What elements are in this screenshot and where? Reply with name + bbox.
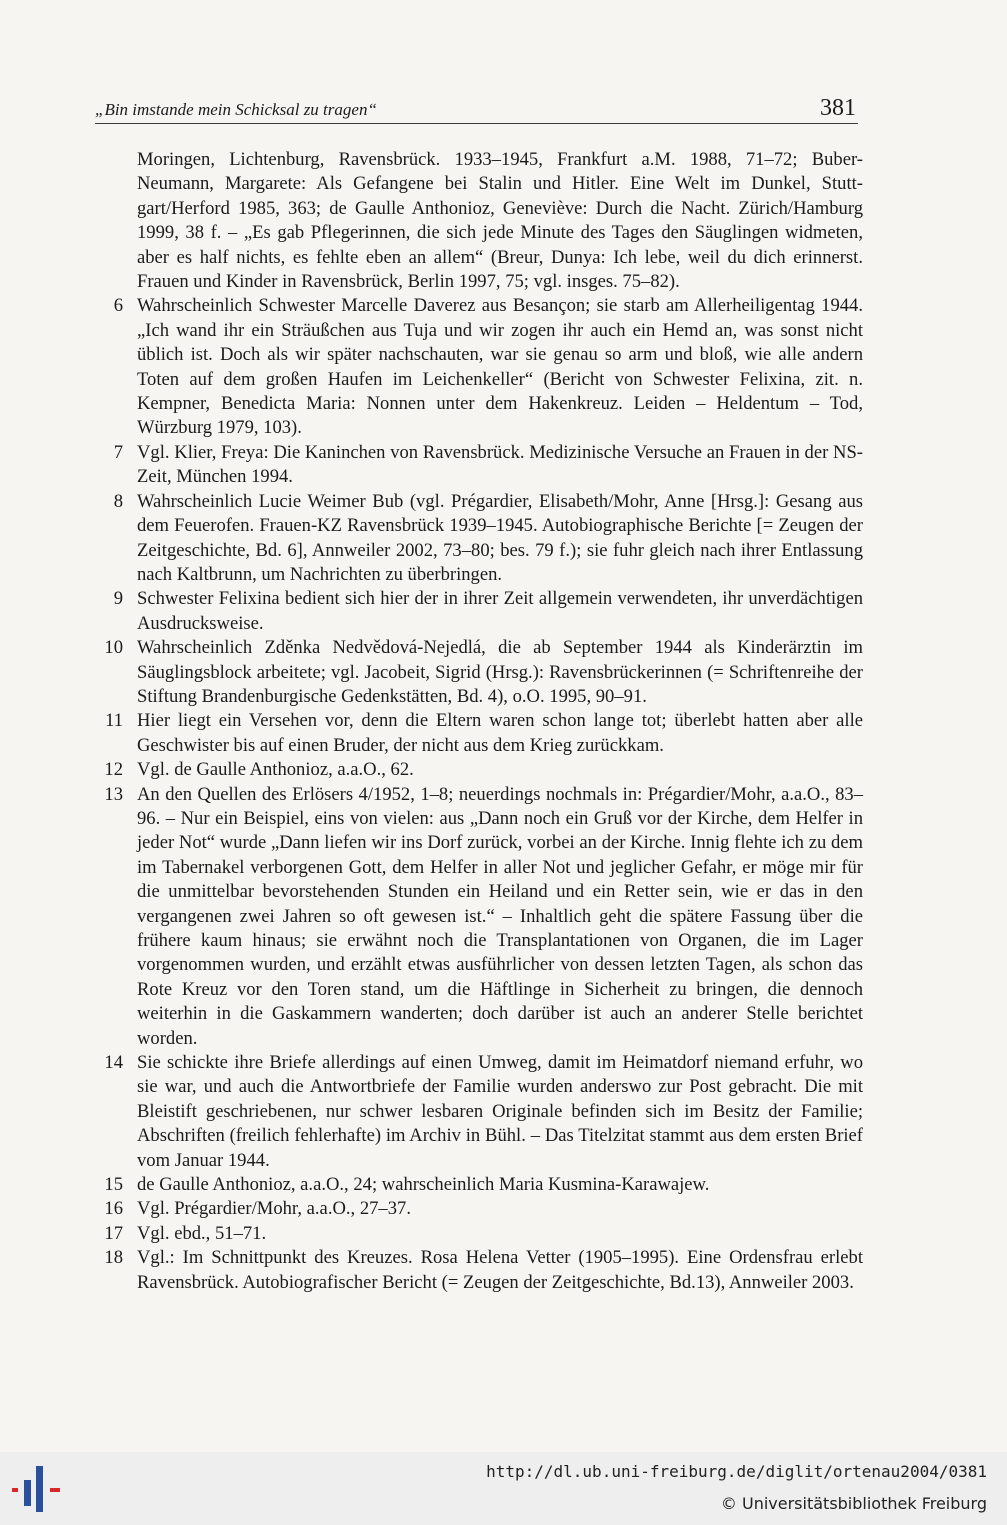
footnote-text: Vgl.: Im Schnittpunkt des Kreuzes. Rosa Helena Vetter (1905–1995). Eine Ordensfrau erlebt Ravensbrück. Autobiografischer Bericht (= Zeugen der Zeitgeschichte, Bd.13), Annweiler 2003. bbox=[137, 1247, 863, 1293]
footnotes bbox=[95, 148, 863, 1295]
logo-bar-center bbox=[36, 1466, 43, 1512]
page-number: 381 bbox=[820, 95, 856, 121]
footnote bbox=[95, 1051, 863, 1173]
footnote-text: Vgl. de Gaulle Anthonioz, a.a.O., 62. bbox=[137, 759, 414, 781]
footnote-text: Vgl. Klier, Freya: Die Kaninchen von Ravensbrück. Medizinische Versuche an Frauen in der NS-Zeit, München 1994. bbox=[137, 441, 863, 488]
running-title: „Bin imstande mein Schicksal zu tragen“ bbox=[95, 100, 377, 119]
footnote-number: 7 bbox=[113, 441, 123, 463]
footnote-text: Wahrscheinlich Schwester Marcelle Daverez aus Besançon; sie starb am Allerheiligentag 1944. „Ich wand ihr ein Sträußchen aus Tuja und wir zogen ihr auch ein Hemd an, was sonst nicht üblich ist. Doch als wir später nachschauten, war sie genau so arm und bloß, wie alle andern Toten auf dem großen Haufen im Leichenkeller“ (Bericht von Schwester Felixina, zit. n. Kempner, Benedicta Maria: Nonnen unter dem Hakenkreuz. Leiden – Heldentum – Tod, Würzburg 1979, 103). bbox=[137, 295, 863, 439]
footnote bbox=[95, 709, 863, 758]
footnote-text: Hier liegt ein Versehen vor, denn die Eltern waren schon lange tot; überlebt hatten aber alle Geschwister bis auf einen Bruder, der nicht aus dem Krieg zurückkam. bbox=[137, 710, 863, 756]
footnote-number: 13 bbox=[104, 783, 123, 805]
logo-bar-left bbox=[12, 1488, 18, 1492]
footnote-number: 14 bbox=[104, 1052, 123, 1074]
footnote-number: 12 bbox=[104, 759, 123, 781]
footnote-number: 18 bbox=[104, 1247, 123, 1269]
footnote-number: 9 bbox=[113, 588, 123, 610]
footnote bbox=[95, 758, 863, 782]
footnote bbox=[95, 490, 863, 588]
footnote-text: Moringen, Lichtenburg, Ravensbrück. 1933–1945, Frankfurt a.M. 1988, 71–72; Buber-Neumann, Margarete: Als Gefangene bei Stalin und Hitler. Eine Welt im Dunkel, Stuttgart/Herford 1985, 363; de Gaulle Anthonioz, Geneviève: Durch die Nacht. Zürich/Hamburg 1999, 38 f. – „Es gab Pflegerinnen, die sich jede Minute des Tages den Säuglingen widmeten, aber es half nichts, es fehlte eben an allem“ (Breur, Dunya: Ich lebe, weil du dich erinnerst. Frauen und Kinder in Ravensbrück, Berlin 1997, 75; vgl. insges. 75–82). bbox=[137, 149, 863, 293]
ub-freiburg-logo-icon bbox=[10, 1464, 66, 1514]
footnote bbox=[95, 587, 863, 636]
footnote bbox=[95, 1173, 863, 1197]
footnote-text: Vgl. ebd., 51–71. bbox=[137, 1222, 267, 1244]
footnote-text: Wahrscheinlich Zděnka Nedvědová-Nejedlá, die ab September 1944 als Kinderärztin im Säuglingsblock arbeitete; vgl. Jacobeit, Sigrid (Hrsg.): Ravensbrückerinnen (= Schriftenreihe der Stiftung Brandenburgische Gedenkstätten, Bd. 4), o.O. 1995, 90–91. bbox=[137, 637, 863, 707]
footnote-text: Sie schickte ihre Briefe allerdings auf einen Umweg, damit im Heimatdorf niemand erfuhr, wo sie war, und auch die Antwortbriefe der Familie wurden anderswo zur Post gebracht. Die mit Bleistift geschriebenen, nur schwer lesbaren Originale befinden sich im Besitz der Familie; Abschriften (freilich fehlerhafte) im Archiv in Bühl. – Das Titelzitat stammt aus dem ersten Brief vom Januar 1944. bbox=[137, 1052, 863, 1171]
page-header bbox=[95, 90, 858, 124]
footnote bbox=[95, 1222, 863, 1246]
footnote-number: 11 bbox=[105, 710, 123, 732]
logo-bar-center-left bbox=[24, 1480, 31, 1506]
footnote bbox=[95, 636, 863, 709]
footnote bbox=[95, 1246, 863, 1295]
footnote-text: An den Quellen des Erlösers 4/1952, 1–8; neuerdings nochmals in: Prégardier/Mohr, a.a.O., 83–96. – Nur ein Beispiel, eins von vielen: aus „Dann noch ein Gruß vor der Kirche, dem Helfer in jeder Not“ wurde „Dann liefen wir ins Dorf zurück, vorbei an der Kirche. Innig flehte ich zu dem im Tabernakel verborgenen Gott, dem Helfer in aller Not und jeglicher Gefahr, er möge mir für die unmittelbar bevorstehenden Stunden ein Heiland und ein Retter sein, wie er das in den vergangenen zwei Jahren so oft gewesen ist.“ – Inhaltlich geht die spätere Fassung über die frühere kaum hinaus; sie erwähnt noch die Transplantationen von Organen, die im Lager vorgenommen wurden, und erzählt etwas ausführlicher von dessen letzten Tagen, als schon das Rote Kreuz vor den Toren stand, um die Häftlinge in Sicherheit zu bringen, die dennoch weiterhin in die Gaskammern wanderten; doch darüber ist auch an anderer Stelle berichtet worden. bbox=[137, 783, 863, 1049]
footnote bbox=[95, 783, 863, 1051]
viewer-footer bbox=[0, 1452, 1007, 1525]
footnote bbox=[95, 1197, 863, 1221]
footnote-number: 8 bbox=[113, 490, 123, 512]
footnote bbox=[95, 294, 863, 440]
footnote-number: 16 bbox=[104, 1198, 123, 1220]
footnote-number: 10 bbox=[104, 637, 123, 659]
footnote bbox=[95, 441, 863, 490]
footnote bbox=[95, 148, 863, 294]
source-url-link[interactable]: http://dl.ub.uni-freiburg.de/diglit/ortenau2004/0381 bbox=[486, 1462, 987, 1481]
footnote-text: Schwester Felixina bedient sich hier der in ihrer Zeit allgemein verwendeten, ihr unverdächtigen Ausdrucksweise. bbox=[137, 588, 863, 634]
footnote-text: Vgl. Prégardier/Mohr, a.a.O., 27–37. bbox=[137, 1198, 411, 1220]
footnote-number: 17 bbox=[104, 1222, 123, 1244]
copyright-notice: © Universitätsbibliothek Freiburg bbox=[720, 1494, 987, 1513]
footnote-text: Wahrscheinlich Lucie Weimer Bub (vgl. Prégardier, Elisabeth/Mohr, Anne [Hrsg.]: Gesang aus dem Feuerofen. Frauen-KZ Ravensbrück 1939–1945. Autobiographische Berichte [= Zeugen der Zeitgeschichte, Bd. 6], Annweiler 2002, 73–80; bes. 79 f.); sie fuhr gleich nach ihrer Entlassung nach Kaltbrunn, um Nachrichten zu überbringen. bbox=[137, 490, 863, 585]
footnote-number: 15 bbox=[104, 1174, 123, 1196]
footnote-text: de Gaulle Anthonioz, a.a.O., 24; wahrscheinlich Maria Kusmina-Karawajew. bbox=[137, 1174, 710, 1196]
logo-bar-right bbox=[50, 1488, 60, 1492]
footnote-number: 6 bbox=[113, 295, 123, 317]
